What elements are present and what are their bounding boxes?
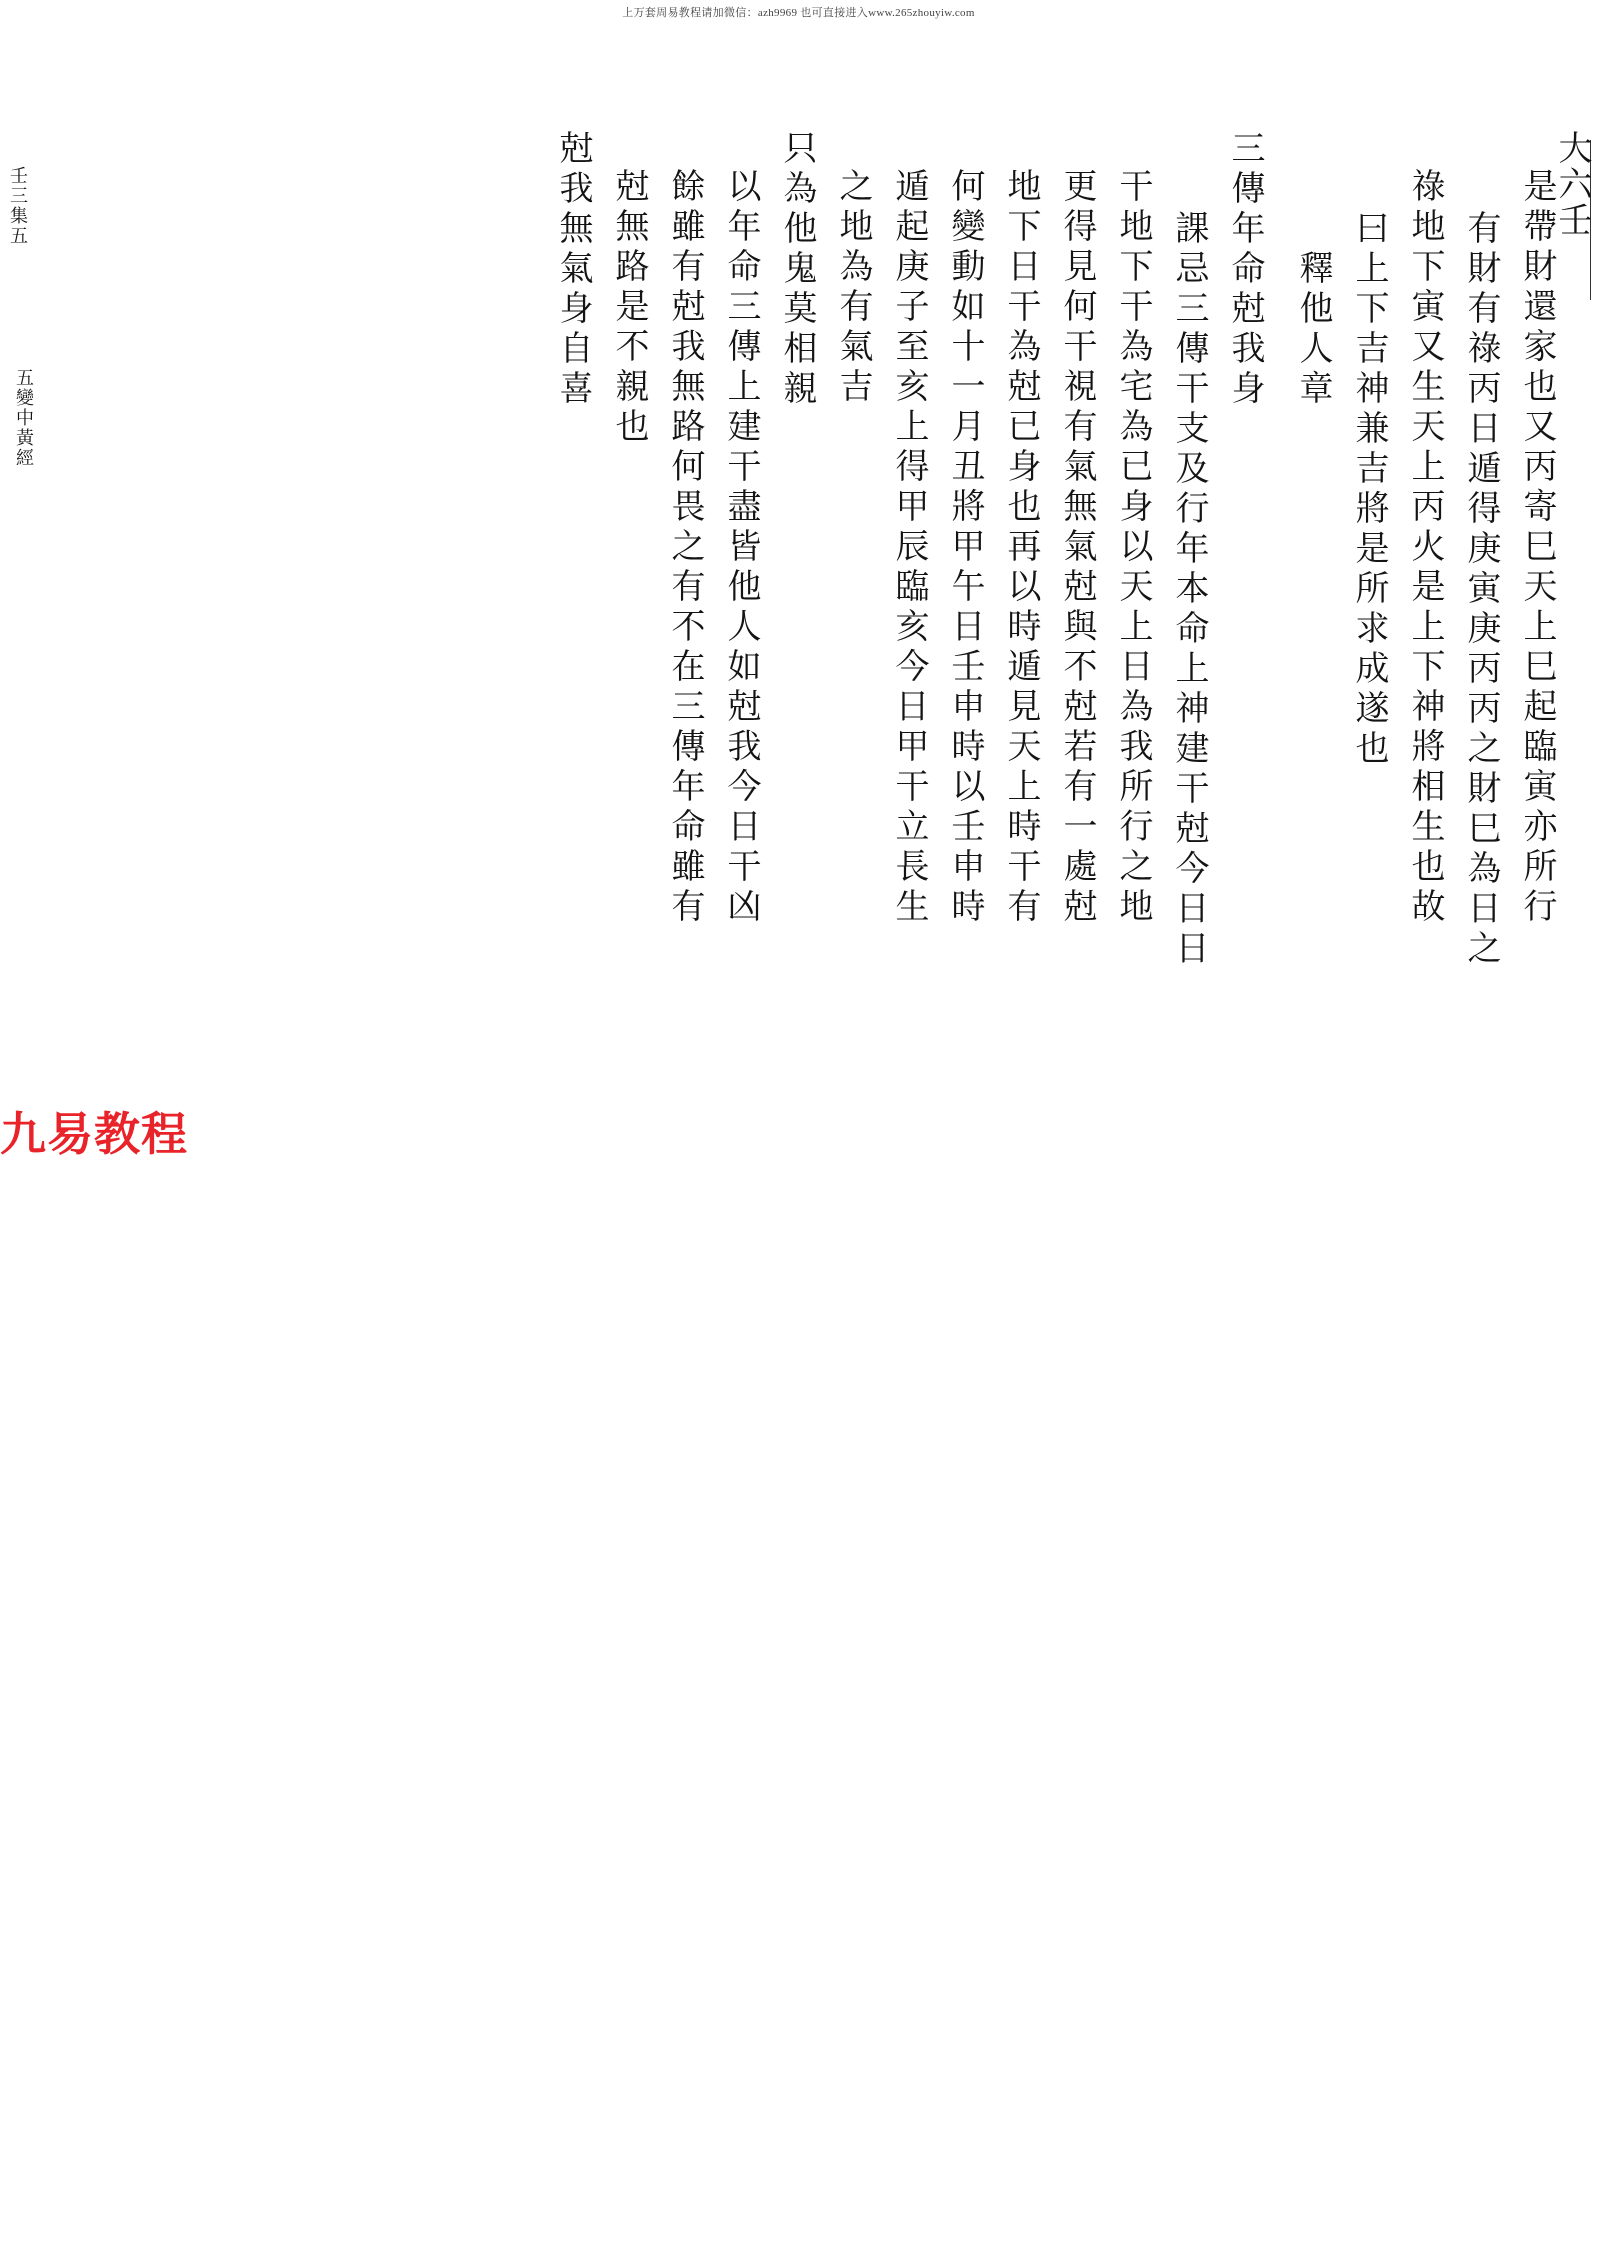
text-column: 以年命三傳上建干盡皆他人如尅我今日干凶 — [721, 168, 761, 928]
watermark-logo: 九易教程 — [0, 1107, 188, 1161]
text-column: 只為他鬼莫相親 — [777, 130, 817, 410]
text-column: 三傳年命尅我身 — [1225, 130, 1265, 410]
edge-title: 大六壬 — [1552, 130, 1592, 238]
text-column: 課忌三傳干支及行年本命上神建干尅今日日 — [1169, 210, 1209, 970]
margin-page-number: 壬三集五 — [7, 166, 28, 246]
text-column: 尅無路是不親也 — [609, 168, 649, 448]
text-column: 何變動如十一月丑將甲午日壬申時以壬申時 — [945, 168, 985, 928]
scanned-page — [50, 130, 1560, 1000]
top-banner: 上万套周易教程请加微信：azh9969 也可直接进入www.265zhouyiw.com — [622, 7, 975, 19]
text-column: 是帶財還家也又丙寄巳天上巳起臨寅亦所行 — [1517, 168, 1557, 928]
margin-book-title: 五變中黃經 — [13, 368, 34, 468]
text-column: 釋他人章 — [1293, 250, 1333, 410]
text-column: 干地下干為宅為已身以天上日為我所行之地 — [1113, 168, 1153, 928]
text-column: 有財有祿丙日遁得庚寅庚丙丙之財巳為日之 — [1461, 210, 1501, 970]
text-column: 更得見何干視有氣無氣尅與不尅若有一處尅 — [1057, 168, 1097, 928]
text-column: 之地為有氣吉 — [833, 168, 873, 408]
text-column: 餘雖有尅我無路何畏之有不在三傳年命雖有 — [665, 168, 705, 928]
text-column: 祿地下寅又生天上丙火是上下神將相生也故 — [1405, 168, 1445, 928]
text-column: 地下日干為尅已身也再以時遁見天上時干有 — [1001, 168, 1041, 928]
text-column: 曰上下吉神兼吉將是所求成遂也 — [1349, 210, 1389, 770]
text-column: 遁起庚子至亥上得甲辰臨亥今日甲干立長生 — [889, 168, 929, 928]
text-column: 尅我無氣身自喜 — [553, 130, 593, 410]
